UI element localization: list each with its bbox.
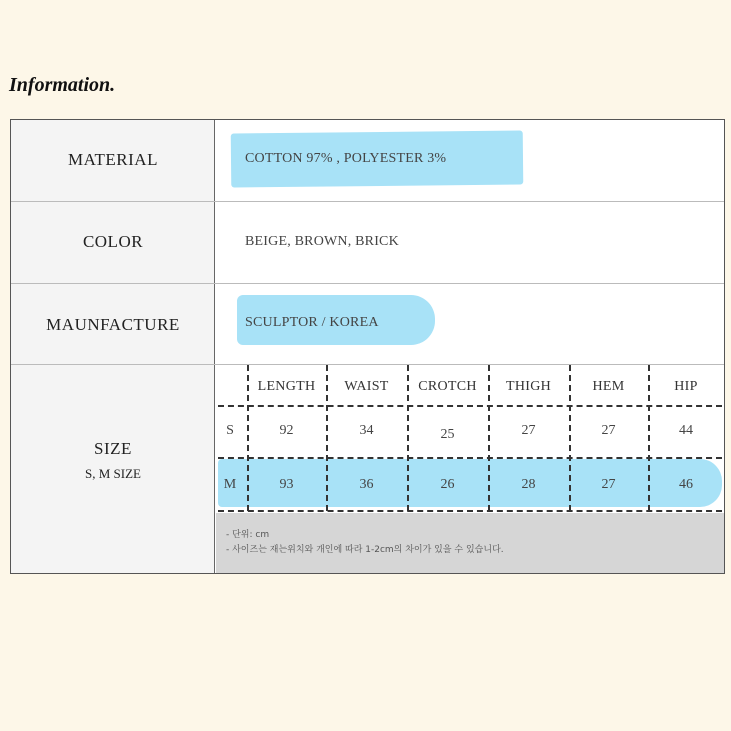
size-m-waist: 36	[359, 477, 374, 492]
size-s-thigh: 27	[521, 423, 536, 438]
grid-hline	[218, 405, 722, 407]
size-header-hip: HIP	[674, 379, 698, 394]
size-m-length: 93	[279, 477, 294, 492]
material-label: MATERIAL	[68, 150, 158, 169]
row-divider	[11, 201, 724, 202]
size-grid	[216, 365, 724, 513]
note-size-variance: - 사이즈는 재는위치와 개인에 따라 1-2cm의 차이가 있을 수 있습니다.	[226, 545, 504, 555]
cut-off-heading	[9, 722, 159, 731]
size-row-m-label: M	[223, 477, 237, 492]
color-value: BEIGE, BROWN, BRICK	[245, 234, 399, 249]
size-s-crotch: 25	[440, 427, 455, 442]
info-table	[10, 119, 725, 574]
size-header-crotch: CROTCH	[418, 379, 477, 394]
color-label: COLOR	[82, 232, 144, 251]
size-label: SIZE	[94, 439, 132, 458]
size-header-waist: WAIST	[344, 379, 389, 394]
size-m-thigh: 28	[521, 477, 536, 492]
size-sub-label: S, M SIZE	[85, 466, 141, 481]
manufacture-label: MAUNFACTURE	[46, 315, 180, 334]
size-s-length: 92	[279, 423, 294, 438]
row-divider	[11, 283, 724, 284]
size-row-s-label: S	[226, 423, 234, 438]
material-value: COTTON 97% , POLYESTER 3%	[245, 151, 447, 166]
size-m-crotch: 26	[440, 477, 455, 492]
size-s-hem: 27	[601, 423, 616, 438]
size-header-hem: HEM	[592, 379, 625, 394]
section-heading: Information.	[9, 74, 116, 96]
label-column	[11, 120, 215, 573]
size-s-hip: 44	[679, 423, 693, 438]
grid-hline	[218, 510, 722, 512]
grid-hline	[218, 457, 722, 459]
note-unit: - 단위: cm	[226, 530, 270, 540]
size-m-hip: 46	[679, 477, 693, 492]
size-m-hem: 27	[601, 477, 616, 492]
manufacture-value: SCULPTOR / KOREA	[245, 315, 379, 330]
size-notes	[216, 513, 724, 573]
size-s-waist: 34	[359, 423, 374, 438]
size-header-length: LENGTH	[257, 379, 316, 394]
size-header-thigh: THIGH	[505, 379, 552, 394]
